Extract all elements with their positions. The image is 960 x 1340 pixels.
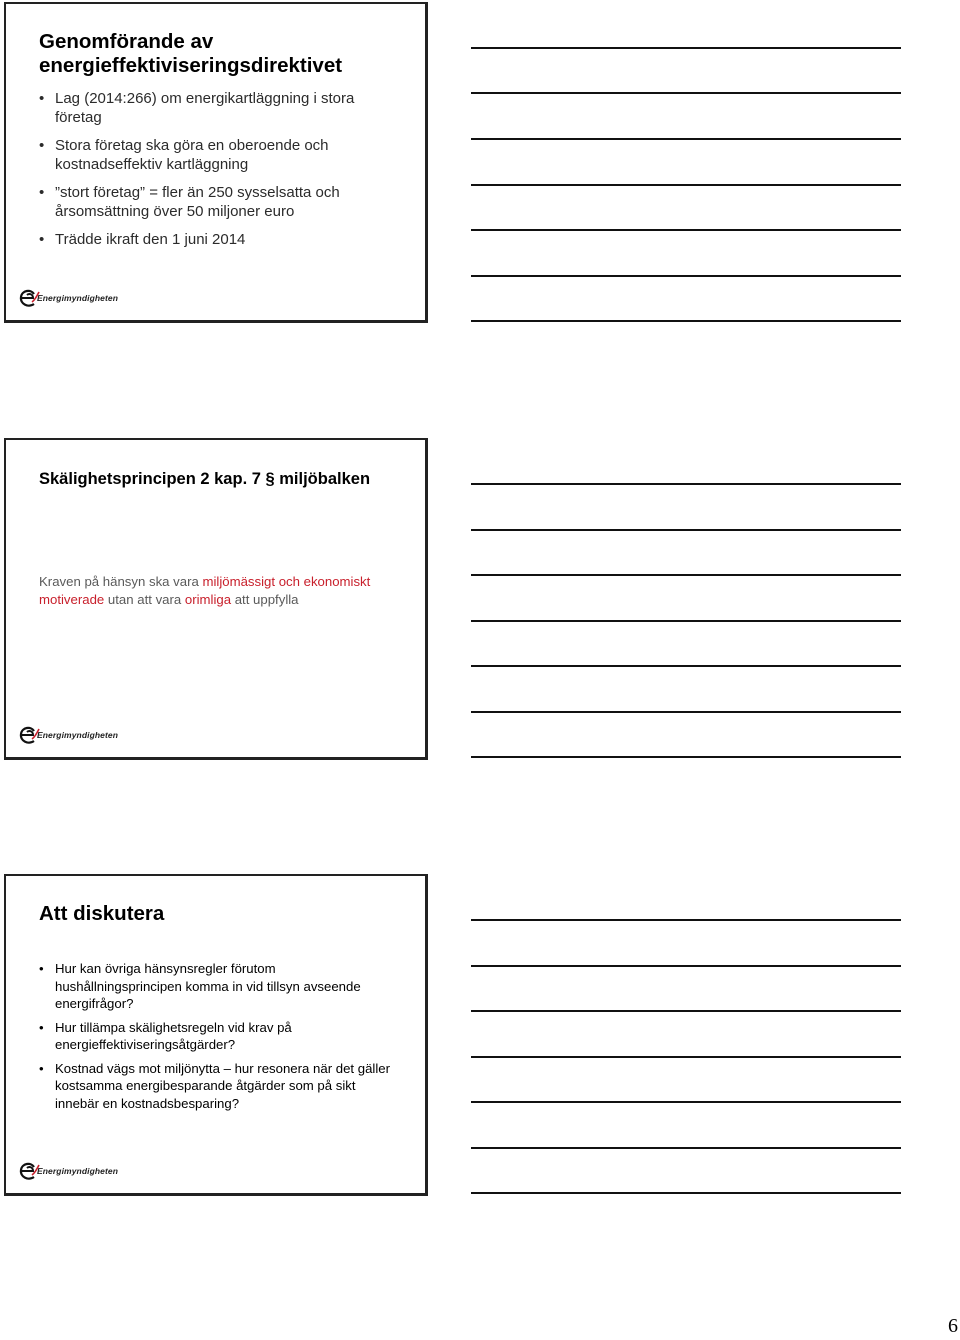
principle-quote [39,573,379,608]
bullet-list [39,89,394,258]
note-line [471,1101,901,1103]
note-line [471,1192,901,1194]
note-line [471,483,901,485]
slide-title: Skälighetsprincipen 2 kap. 7 § miljöbalken [39,470,371,488]
slide-3 [4,874,428,1196]
note-line [471,47,901,49]
note-line [471,574,901,576]
logo-text: Energimyndigheten [37,1166,119,1176]
note-line [471,1147,901,1149]
note-line [471,92,901,94]
note-line [471,529,901,531]
list-item: • ”stort företag” = fler än 250 sysselsatta och årsomsättning över 50 miljoner euro [39,183,394,221]
note-line [471,919,901,921]
slide-title: Att diskutera [39,902,165,925]
list-item: • Trädde ikraft den 1 juni 2014 [39,230,394,249]
quote-text: Kraven på hänsyn ska vara [39,574,203,589]
page-number: 6 [948,1315,958,1337]
list-item: • Hur kan övriga hänsynsregler förutom hushållningsprincipen komma in vid tillsyn avseende energifrågor? [39,960,394,1013]
note-line [471,320,901,322]
bullet-list [39,960,394,1118]
note-line [471,965,901,967]
quote-text: att uppfylla [231,591,299,607]
quote-highlight: miljömässigt och ekonomiskt motiverade [39,574,371,607]
quote-highlight: orimliga [184,591,232,607]
note-line [471,1056,901,1058]
note-line [471,1010,901,1012]
note-line [471,665,901,667]
energimyndigheten-logo [18,288,138,310]
note-line [471,138,901,140]
note-line [471,229,901,231]
list-item: • Hur tillämpa skälighetsregeln vid krav på energieffektiviseringsåtgärder? [39,1019,394,1054]
logo-text: Energimyndigheten [37,730,119,740]
quote-text: utan att vara [104,591,185,607]
list-item: • Stora företag ska göra en oberoende och kostnadseffektiv kartläggning [39,136,394,174]
energimyndigheten-logo [18,725,138,747]
note-line [471,184,901,186]
slide-title: Genomförande av energieffektiviseringsdirektivet [39,30,343,77]
list-item: • Lag (2014:266) om energikartläggning i stora företag [39,89,394,127]
note-line [471,756,901,758]
note-line [471,275,901,277]
list-item: • Kostnad vägs mot miljönytta – hur resonera när det gäller kostsamma energibesparande åtgärder som på sikt innebär en kostnadsbesparing? [39,1060,394,1113]
note-line [471,711,901,713]
energimyndigheten-logo [18,1161,138,1183]
slide-2 [4,438,428,760]
slide-1 [4,2,428,323]
note-line [471,620,901,622]
logo-text: Energimyndigheten [37,293,119,303]
